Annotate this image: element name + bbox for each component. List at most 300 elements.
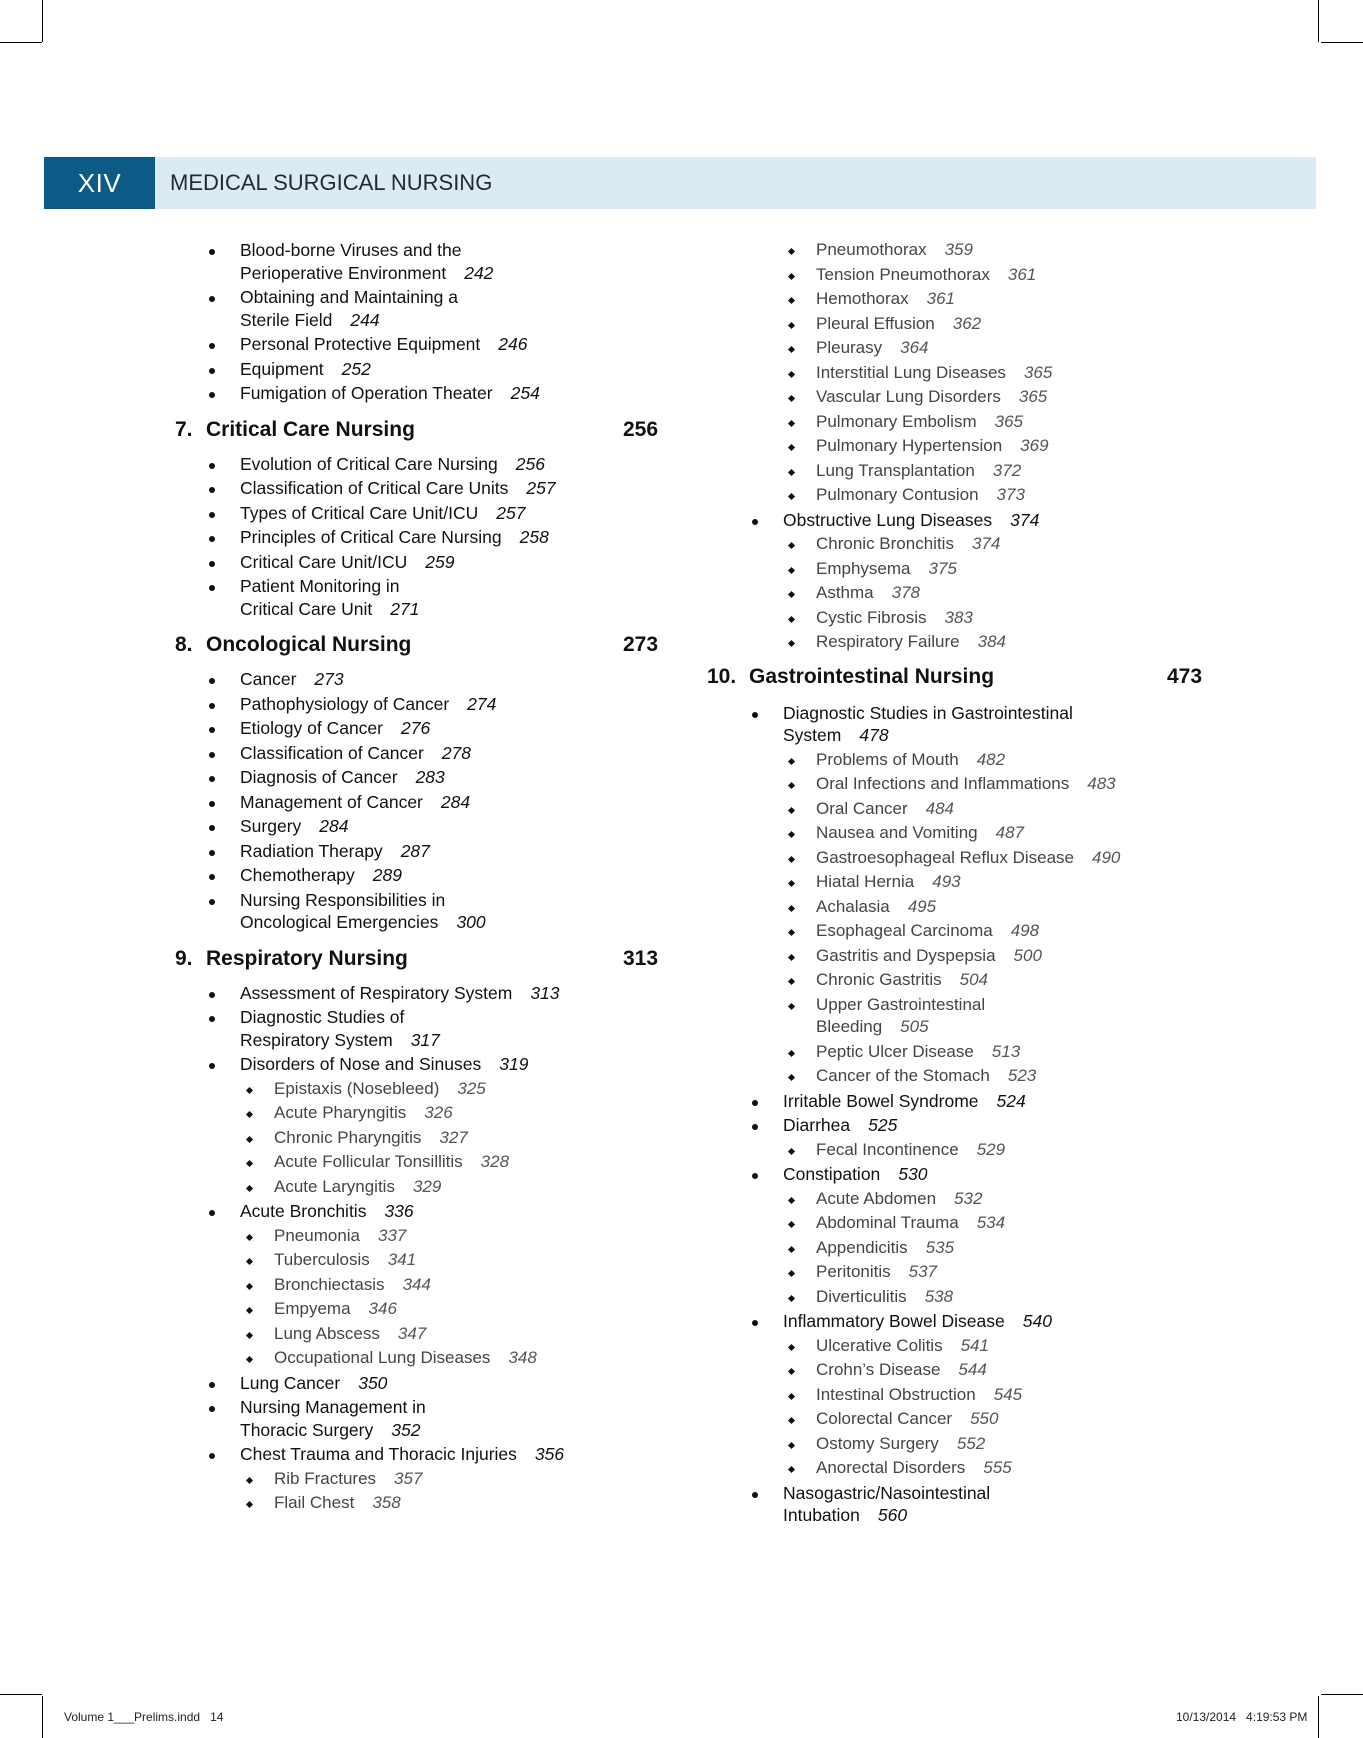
- entry-page: 541: [960, 1335, 989, 1355]
- entry-page: 537: [908, 1262, 938, 1281]
- diamond-bullet-icon: [788, 444, 795, 451]
- entry-title: Pneumonia: [274, 1225, 361, 1245]
- diamond-bullet-icon: [788, 1392, 795, 1399]
- toc-entry: [816, 265, 1036, 285]
- toc-entry: [274, 1103, 453, 1123]
- toc-entry: [816, 1360, 987, 1380]
- toc-entry: [240, 1373, 387, 1394]
- diamond-bullet-icon: [246, 1307, 253, 1314]
- entry-page: 242: [464, 262, 494, 283]
- entry-title: Acute Laryngitis: [274, 1176, 395, 1196]
- entry-title: Pneumothorax: [816, 240, 927, 259]
- bullet-icon: [209, 1063, 215, 1069]
- diamond-bullet-icon: [788, 1147, 795, 1154]
- entry-page: 365: [994, 411, 1023, 431]
- bullet-icon: [209, 512, 215, 518]
- entry-page: 482: [976, 749, 1006, 769]
- entry-title: Lung Abscess: [274, 1323, 380, 1343]
- toc-entry: [240, 718, 430, 739]
- entry-page: 327: [439, 1127, 468, 1147]
- crop-mark: [42, 1696, 43, 1738]
- entry-title: Chronic Bronchitis: [816, 534, 954, 553]
- toc-entry: [240, 599, 419, 620]
- toc-entry: [783, 1483, 990, 1504]
- toc-entry: [816, 1336, 989, 1356]
- toc-entry: [240, 1201, 414, 1222]
- bullet-icon: [209, 850, 215, 856]
- entry-page: 530: [898, 1164, 928, 1184]
- entry-title: Perioperative Environment: [240, 262, 447, 283]
- diamond-bullet-icon: [788, 297, 795, 304]
- entry-title: Chronic Gastritis: [816, 970, 942, 989]
- entry-title: Pleurasy: [816, 338, 883, 357]
- entry-title: Classification of Critical Care Units: [240, 478, 509, 498]
- entry-page: 352: [391, 1419, 421, 1440]
- entry-page: 274: [467, 693, 497, 714]
- toc-entry: [816, 799, 954, 819]
- entry-title: Oral Cancer: [816, 798, 908, 818]
- toc-entry: [240, 792, 470, 813]
- entry-title: Evolution of Critical Care Nursing: [240, 453, 498, 474]
- entry-page: 500: [1013, 945, 1042, 965]
- toc-entry: [240, 1420, 420, 1441]
- toc-entry: [240, 383, 540, 404]
- entry-page: 273: [314, 669, 344, 689]
- entry-page: 319: [499, 1054, 529, 1074]
- toc-entry: [816, 363, 1052, 383]
- entry-page: 257: [496, 502, 526, 523]
- chapter-page: 473: [1167, 664, 1203, 688]
- toc-entry: [240, 1444, 564, 1465]
- entry-title: Types of Critical Care Unit/ICU: [240, 502, 479, 523]
- entry-title: Gastroesophageal Reflux Disease: [816, 847, 1074, 867]
- entry-page: 336: [384, 1201, 414, 1221]
- entry-title: Occupational Lung Diseases: [274, 1348, 491, 1367]
- entry-title: Patient Monitoring in: [240, 576, 400, 596]
- entry-title: Oral Infections and Inflammations: [816, 774, 1070, 793]
- diamond-bullet-icon: [788, 953, 795, 960]
- toc-entry: [816, 314, 981, 334]
- entry-page: 276: [401, 718, 431, 738]
- entry-title: Lung Cancer: [240, 1372, 341, 1393]
- toc-entry: [240, 263, 493, 284]
- entry-title: Thoracic Surgery: [240, 1419, 374, 1440]
- diamond-bullet-icon: [788, 493, 795, 500]
- toc-entry: [240, 1397, 426, 1418]
- entry-page: 284: [319, 816, 349, 836]
- chapter-title: Respiratory Nursing: [206, 946, 408, 970]
- entry-title: Fecal Incontinence: [816, 1139, 959, 1159]
- entry-page: 513: [991, 1041, 1021, 1061]
- bullet-icon: [209, 249, 215, 255]
- entry-page: 484: [925, 798, 955, 818]
- toc-entry: [783, 1091, 1026, 1112]
- diamond-bullet-icon: [788, 1074, 795, 1081]
- bullet-icon: [209, 825, 215, 831]
- toc-entry: [783, 1115, 897, 1136]
- toc-entry: [240, 240, 462, 261]
- entry-title: Gastritis and Dyspepsia: [816, 945, 996, 965]
- toc-entry: [783, 1311, 1052, 1332]
- diamond-bullet-icon: [788, 880, 795, 887]
- entry-title: Bleeding: [816, 1017, 883, 1036]
- entry-title: Esophageal Carcinoma: [816, 921, 993, 940]
- toc-entry: [816, 1066, 1036, 1086]
- entry-title: Acute Bronchitis: [240, 1201, 367, 1221]
- diamond-bullet-icon: [788, 782, 795, 789]
- entry-page: 347: [397, 1323, 427, 1343]
- toc-entry: [240, 503, 525, 524]
- toc-entry: [816, 970, 988, 990]
- entry-title: Acute Follicular Tonsillitis: [274, 1152, 463, 1171]
- entry-page: 337: [378, 1225, 407, 1245]
- bullet-icon: [209, 585, 215, 591]
- toc-entry: [240, 841, 430, 862]
- entry-page: 540: [1022, 1311, 1052, 1331]
- toc-entry: [816, 1189, 982, 1209]
- entry-title: Chronic Pharyngitis: [274, 1127, 422, 1147]
- entry-page: 538: [924, 1286, 954, 1306]
- chapter-number: 7.: [175, 417, 193, 441]
- entry-title: Blood-borne Viruses and the: [240, 240, 462, 260]
- diamond-bullet-icon: [246, 1086, 253, 1093]
- diamond-bullet-icon: [788, 542, 795, 549]
- toc-entry: [816, 583, 920, 603]
- toc-entry: [816, 1287, 953, 1307]
- entry-page: 505: [900, 1017, 929, 1036]
- toc-entry: [274, 1469, 422, 1489]
- toc-entry: [816, 774, 1116, 794]
- diamond-bullet-icon: [788, 272, 795, 279]
- bullet-icon: [209, 776, 215, 782]
- entry-title: Nursing Responsibilities in: [240, 889, 446, 910]
- chapter-title: Critical Care Nursing: [206, 417, 415, 441]
- toc-entry: [783, 1164, 928, 1185]
- bullet-icon: [209, 992, 215, 998]
- diamond-bullet-icon: [246, 1233, 253, 1240]
- bullet-icon: [209, 368, 215, 374]
- toc-entry: [816, 436, 1049, 456]
- entry-title: Pathophysiology of Cancer: [240, 693, 450, 714]
- crop-mark: [1321, 1694, 1363, 1695]
- entry-title: Tuberculosis: [274, 1250, 370, 1269]
- entry-title: Emphysema: [816, 558, 911, 578]
- diamond-bullet-icon: [788, 1002, 795, 1009]
- entry-title: Cancer of the Stomach: [816, 1066, 990, 1085]
- diamond-bullet-icon: [788, 757, 795, 764]
- entry-title: Interstitial Lung Diseases: [816, 362, 1006, 382]
- bullet-icon: [209, 392, 215, 398]
- entry-title: Diarrhea: [783, 1115, 851, 1135]
- entry-title: Peritonitis: [816, 1262, 891, 1281]
- toc-entry: [816, 240, 973, 260]
- entry-title: System: [783, 725, 842, 745]
- diamond-bullet-icon: [788, 929, 795, 936]
- entry-page: 259: [425, 551, 455, 572]
- entry-title: Principles of Critical Care Nursing: [240, 527, 502, 547]
- entry-title: Upper Gastrointestinal: [816, 994, 986, 1014]
- toc-entry: [240, 767, 445, 788]
- diamond-bullet-icon: [788, 806, 795, 813]
- diamond-bullet-icon: [788, 395, 795, 402]
- bullet-icon: [209, 703, 215, 709]
- entry-page: 524: [996, 1090, 1026, 1111]
- entry-title: Surgery: [240, 816, 302, 836]
- entry-page: 346: [368, 1299, 397, 1318]
- chapter-page: 256: [623, 417, 659, 441]
- entry-title: Inflammatory Bowel Disease: [783, 1311, 1005, 1331]
- toc-entry: [816, 559, 957, 579]
- entry-page: 348: [508, 1348, 537, 1367]
- bullet-icon: [209, 1016, 215, 1022]
- entry-page: 257: [526, 478, 556, 498]
- page-number: XIV: [44, 157, 155, 209]
- entry-title: Pulmonary Hypertension: [816, 436, 1003, 455]
- diamond-bullet-icon: [246, 1331, 253, 1338]
- entry-title: Nasogastric/Nasointestinal: [783, 1482, 991, 1503]
- toc-entry: [240, 454, 545, 475]
- diamond-bullet-icon: [788, 419, 795, 426]
- diamond-bullet-icon: [246, 1135, 253, 1142]
- entry-title: Flail Chest: [274, 1493, 355, 1512]
- toc-entry: [816, 995, 985, 1015]
- entry-page: 356: [534, 1444, 565, 1464]
- toc-entry: [783, 703, 1073, 724]
- entry-page: 364: [900, 338, 929, 357]
- entry-page: 384: [977, 632, 1006, 651]
- entry-title: Obstructive Lung Diseases: [783, 509, 993, 530]
- entry-title: Hemothorax: [816, 289, 909, 308]
- diamond-bullet-icon: [788, 566, 795, 573]
- entry-title: Intubation: [783, 1505, 860, 1525]
- bullet-icon: [209, 561, 215, 567]
- toc-entry: [816, 750, 1005, 770]
- entry-page: 361: [926, 289, 955, 308]
- entry-title: Management of Cancer: [240, 791, 423, 812]
- diamond-bullet-icon: [788, 831, 795, 838]
- entry-page: 329: [412, 1176, 442, 1196]
- book-title: MEDICAL SURGICAL NURSING: [170, 170, 493, 195]
- diamond-bullet-icon: [246, 1184, 253, 1191]
- chapter-title: Gastrointestinal Nursing: [749, 664, 995, 688]
- diamond-bullet-icon: [788, 1245, 795, 1252]
- bullet-icon: [752, 1492, 758, 1498]
- bullet-icon: [209, 463, 215, 469]
- footer-file: Volume 1___Prelims.indd 14: [64, 1710, 224, 1724]
- diamond-bullet-icon: [788, 248, 795, 255]
- entry-page: 369: [1020, 436, 1049, 455]
- entry-title: Vascular Lung Disorders: [816, 387, 1001, 406]
- entry-title: Nursing Management in: [240, 1397, 426, 1417]
- toc-entry: [816, 1140, 1005, 1160]
- entry-title: Classification of Cancer: [240, 742, 424, 763]
- toc-entry: [240, 334, 527, 355]
- entry-page: 560: [877, 1505, 908, 1525]
- entry-title: Critical Care Unit/ICU: [240, 551, 408, 572]
- crop-mark: [1318, 0, 1319, 42]
- toc-entry: [783, 510, 1039, 531]
- toc-entry: [816, 1458, 1012, 1478]
- entry-title: Acute Pharyngitis: [274, 1103, 407, 1122]
- diamond-bullet-icon: [246, 1111, 253, 1118]
- toc-entry: [240, 694, 496, 715]
- toc-entry: [240, 1007, 404, 1028]
- diamond-bullet-icon: [788, 978, 795, 985]
- crop-mark: [0, 42, 42, 43]
- bullet-icon: [209, 536, 215, 542]
- toc-entry: [783, 1505, 907, 1526]
- entry-page: 373: [996, 485, 1025, 504]
- entry-page: 478: [859, 725, 889, 745]
- diamond-bullet-icon: [788, 1368, 795, 1375]
- entry-title: Crohn’s Disease: [816, 1360, 941, 1379]
- entry-page: 361: [1007, 264, 1037, 284]
- entry-page: 534: [976, 1213, 1006, 1232]
- entry-page: 344: [402, 1274, 431, 1294]
- entry-page: 375: [928, 558, 957, 578]
- toc-entry: [240, 310, 380, 331]
- bullet-icon: [209, 801, 215, 807]
- entry-page: 254: [510, 383, 540, 403]
- diamond-bullet-icon: [246, 1258, 253, 1265]
- diamond-bullet-icon: [246, 1501, 253, 1508]
- entry-title: Irritable Bowel Syndrome: [783, 1090, 979, 1111]
- entry-title: Assessment of Respiratory System: [240, 982, 513, 1003]
- bullet-icon: [752, 1124, 758, 1130]
- entry-page: 289: [372, 865, 402, 885]
- entry-page: 326: [424, 1103, 453, 1122]
- entry-title: Chest Trauma and Thoracic Injuries: [240, 1444, 517, 1464]
- entry-page: 504: [959, 970, 989, 989]
- entry-page: 300: [456, 912, 486, 932]
- bullet-icon: [209, 487, 215, 493]
- entry-title: Radiation Therapy: [240, 840, 383, 861]
- entry-page: 256: [515, 453, 545, 474]
- entry-title: Etiology of Cancer: [240, 718, 383, 738]
- diamond-bullet-icon: [788, 1466, 795, 1473]
- entry-title: Respiratory System: [240, 1029, 393, 1050]
- toc-entry: [816, 461, 1021, 481]
- bullet-icon: [209, 343, 215, 349]
- toc-entry: [816, 872, 961, 892]
- entry-page: 550: [970, 1409, 999, 1428]
- entry-title: Personal Protective Equipment: [240, 334, 481, 354]
- bullet-icon: [209, 296, 215, 302]
- toc-entry: [816, 1238, 954, 1258]
- toc-entry: [816, 1262, 937, 1282]
- toc-entry: [816, 1385, 1022, 1405]
- toc-entry: [274, 1250, 416, 1270]
- toc-entry: [274, 1177, 441, 1197]
- entry-title: Critical Care Unit: [240, 598, 373, 619]
- chapter-number: 9.: [175, 946, 193, 970]
- toc-entry: [240, 527, 549, 548]
- entry-page: 284: [440, 791, 471, 812]
- diamond-bullet-icon: [788, 468, 795, 475]
- toc-entry: [240, 1030, 440, 1051]
- toc-entry: [240, 359, 371, 380]
- entry-title: Tension Pneumothorax: [816, 264, 990, 284]
- toc-entry: [274, 1275, 431, 1295]
- entry-page: 525: [868, 1115, 898, 1135]
- diamond-bullet-icon: [788, 591, 795, 598]
- toc-entry: [816, 632, 1006, 652]
- toc-entry: [240, 478, 556, 499]
- toc-entry: [816, 608, 973, 628]
- entry-page: 328: [480, 1152, 510, 1171]
- entry-title: Diverticulitis: [816, 1286, 907, 1306]
- entry-title: Hiatal Hernia: [816, 872, 915, 891]
- entry-page: 271: [390, 598, 420, 619]
- toc-entry: [816, 1434, 985, 1454]
- entry-page: 490: [1091, 847, 1121, 867]
- entry-page: 287: [400, 840, 430, 861]
- entry-page: 529: [976, 1139, 1006, 1159]
- entry-page: 358: [372, 1493, 401, 1512]
- entry-title: Diagnostic Studies in Gastrointestinal: [783, 702, 1073, 723]
- diamond-bullet-icon: [788, 1343, 795, 1350]
- crop-mark: [42, 0, 43, 42]
- toc-entry: [816, 412, 1023, 432]
- entry-page: 317: [410, 1029, 440, 1050]
- entry-title: Diagnostic Studies of: [240, 1007, 405, 1027]
- toc-entry: [240, 669, 344, 690]
- entry-title: Equipment: [240, 358, 324, 379]
- bullet-icon: [209, 752, 215, 758]
- diamond-bullet-icon: [788, 1270, 795, 1277]
- entry-title: Ulcerative Colitis: [816, 1335, 943, 1355]
- diamond-bullet-icon: [788, 904, 795, 911]
- entry-page: 246: [498, 334, 528, 354]
- toc-entry: [274, 1348, 537, 1368]
- bullet-icon: [209, 899, 215, 905]
- entry-page: 383: [944, 607, 973, 627]
- toc-entry: [274, 1299, 397, 1319]
- entry-title: Colorectal Cancer: [816, 1409, 953, 1428]
- entry-title: Anorectal Disorders: [816, 1458, 966, 1477]
- bullet-icon: [209, 1210, 215, 1216]
- diamond-bullet-icon: [788, 615, 795, 622]
- entry-title: Achalasia: [816, 896, 890, 916]
- chapter-number: 10.: [707, 664, 737, 688]
- toc-entry: [274, 1226, 406, 1246]
- entry-title: Disorders of Nose and Sinuses: [240, 1054, 482, 1074]
- diamond-bullet-icon: [788, 1417, 795, 1424]
- entry-title: Ostomy Surgery: [816, 1433, 939, 1453]
- toc-entry: [240, 912, 486, 933]
- entry-title: Pulmonary Contusion: [816, 485, 979, 504]
- entry-page: 359: [944, 240, 973, 259]
- entry-title: Acute Abdomen: [816, 1188, 937, 1208]
- entry-title: Fumigation of Operation Theater: [240, 383, 493, 403]
- entry-page: 357: [394, 1468, 423, 1488]
- toc-entry: [274, 1493, 401, 1513]
- entry-title: Epistaxis (Nosebleed): [274, 1078, 440, 1098]
- entry-page: 532: [954, 1188, 983, 1208]
- bullet-icon: [209, 1406, 215, 1412]
- entry-title: Appendicitis: [816, 1237, 908, 1257]
- toc-entry: [274, 1152, 509, 1172]
- entry-page: 365: [1018, 387, 1048, 406]
- toc-entry: [274, 1324, 426, 1344]
- entry-page: 372: [992, 460, 1022, 480]
- entry-page: 341: [387, 1250, 417, 1269]
- entry-page: 362: [952, 313, 982, 333]
- entry-title: Peptic Ulcer Disease: [816, 1041, 974, 1061]
- chapter-page: 273: [623, 633, 659, 656]
- crop-mark: [1321, 42, 1363, 43]
- entry-title: Cancer: [240, 669, 297, 689]
